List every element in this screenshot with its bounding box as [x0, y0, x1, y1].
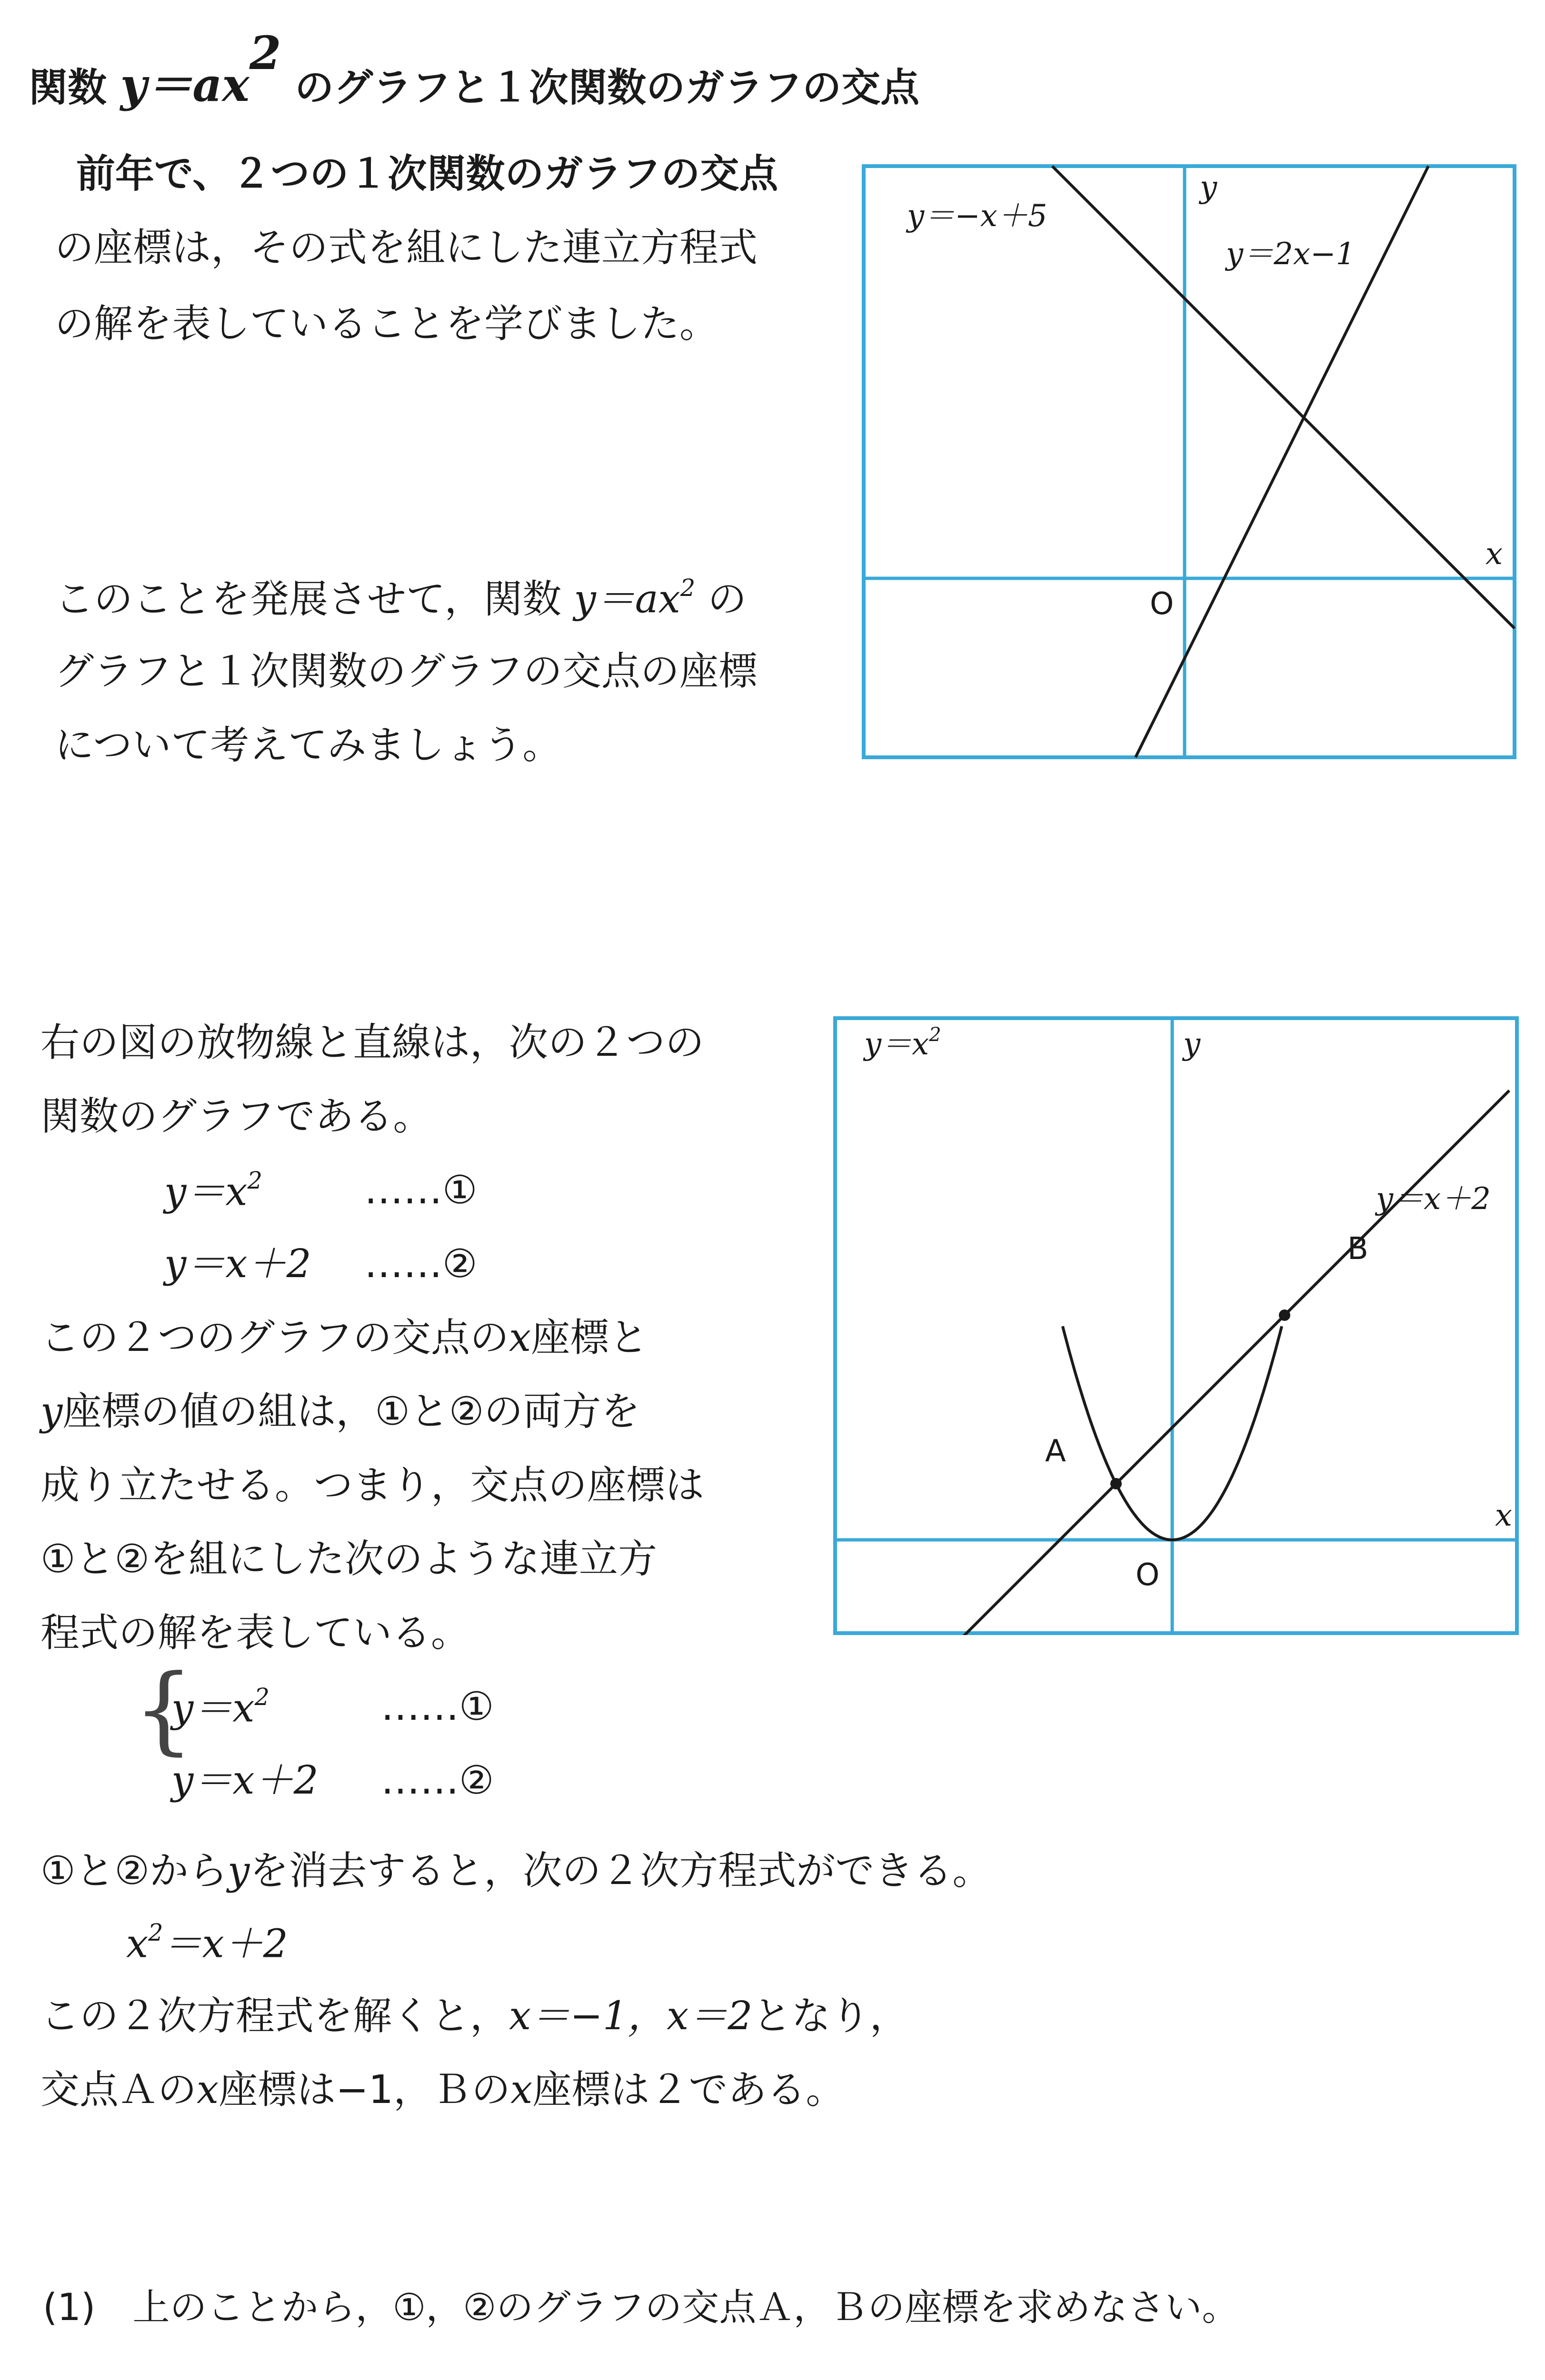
figure2-point-b-label: B — [1347, 1231, 1368, 1267]
s2-line-10x2: x — [510, 2067, 533, 2112]
s2-line-8a: ①と②から — [40, 1848, 228, 1894]
s2-line-9a: この２次方程式を解くと， — [40, 1993, 509, 2039]
s2-eq-1-tag: ……① — [364, 1168, 478, 1213]
s2-line-2: 関数のグラフである。 — [40, 1094, 432, 1139]
intro-line-4-math: y＝ax — [574, 576, 680, 622]
figure2-y-label: y — [1183, 1027, 1201, 1062]
s2-line-5: 成り立たせる。つまり，交点の座標は — [40, 1463, 705, 1508]
figure2-x-label: x — [1495, 1498, 1513, 1533]
s2-quad-x: x — [126, 1921, 149, 1967]
s2-line-10x: x — [197, 2067, 219, 2112]
s2-sys-2 — [171, 1756, 494, 1805]
s2-line-4-text: 座標の値の組は，①と②の両方を — [62, 1389, 640, 1434]
figure2-point-a-label: A — [1045, 1434, 1066, 1469]
figure2-parabola-label: $y=x^2$ — [864, 1024, 941, 1062]
s2-line-10 — [40, 2066, 845, 2115]
figure1-origin-label: O — [1150, 586, 1174, 622]
s2-eq-1 — [164, 1166, 478, 1217]
line-y-x-plus-2 — [931, 1091, 1509, 1635]
title-prefix: 関数 — [29, 65, 107, 111]
figure1-x-label: x — [1485, 536, 1503, 572]
intro-line-4b: の — [708, 576, 747, 622]
s2-line-10b: 座標は−1，Ｂの — [219, 2067, 511, 2112]
s2-line-9b: となり， — [752, 1993, 909, 2039]
s2-quadratic — [126, 1918, 288, 1969]
figure-linear-intersection — [862, 164, 1516, 759]
intro-line-1: 前年で、２つの１次関数のガラフの交点 — [76, 151, 778, 197]
s2-line-6: ①と②を組にした次のような連立方 — [40, 1537, 658, 1582]
s2-eq-1-exp: 2 — [247, 1167, 262, 1194]
intro-line-6: について考えてみましょう。 — [55, 723, 562, 768]
title-exponent: 2 — [249, 26, 281, 80]
s2-line-7: 程式の解を表している。 — [40, 1610, 470, 1656]
s2-line-9 — [40, 1992, 909, 2041]
page-title — [29, 26, 919, 114]
s2-quad-rest: ＝x＋2 — [163, 1921, 288, 1967]
s2-eq-1-math: y＝x — [164, 1169, 248, 1215]
intro-line-4a: このことを発展させて，関数 — [55, 576, 562, 622]
s2-eq-2 — [164, 1240, 478, 1289]
figure1-line1-label: y＝−x＋5 — [907, 198, 1047, 234]
s2-line-8b: を消去すると，次の２次方程式ができる。 — [249, 1848, 992, 1894]
title-math: y＝ax — [120, 58, 249, 112]
s2-eq-2-math: y＝x＋2 — [164, 1241, 311, 1287]
s2-line-3b: 座標と — [531, 1315, 648, 1360]
intersection-point-b — [1279, 1309, 1290, 1321]
s2-line-10a: 交点Ａの — [40, 2067, 197, 2112]
figure-parabola-line — [833, 1016, 1519, 1635]
s2-line-4 — [40, 1388, 640, 1437]
s2-line-3a: この２つのグラフの交点の — [40, 1315, 509, 1360]
line-y-neg-x-plus-5 — [1052, 166, 1515, 628]
intro-line-3: の解を表していることを学びました。 — [55, 301, 719, 347]
s2-line-3x: x — [509, 1315, 531, 1360]
s2-line-9-solution: x＝−1，x＝2 — [509, 1993, 753, 2039]
figure2-origin-label: O — [1136, 1557, 1160, 1593]
intersection-point-a — [1110, 1478, 1122, 1489]
intro-line-4-exp: 2 — [680, 574, 696, 602]
question-1: (1) 上のことから，①，②のグラフの交点Ａ，Ｂの座標を求めなさい。 — [43, 2286, 1239, 2329]
figure1-line2-label: y＝2x−1 — [1226, 237, 1356, 272]
system-brace: { — [133, 1654, 194, 1765]
s2-sys-2-math: y＝x＋2 — [171, 1758, 319, 1803]
figure2-line-label: y＝x＋2 — [1376, 1181, 1491, 1217]
title-suffix: のグラフと１次関数のガラフの交点 — [295, 65, 920, 111]
intro-line-2: の座標は，その式を組にした連立方程式 — [55, 225, 758, 270]
s2-sys-1-tag: ……① — [381, 1684, 494, 1729]
intro-line-4 — [55, 574, 747, 624]
s2-sys-1 — [171, 1683, 494, 1733]
s2-line-3 — [40, 1314, 648, 1363]
s2-sys-1-exp: 2 — [254, 1683, 269, 1711]
s2-eq-2-tag: ……② — [364, 1241, 478, 1287]
s2-quad-exp: 2 — [148, 1919, 163, 1946]
figure1-frame — [864, 166, 1515, 757]
s2-line-8 — [40, 1847, 991, 1896]
s2-line-8y: y — [228, 1848, 250, 1894]
s2-sys-1-math: y＝x — [171, 1686, 255, 1731]
s2-line-4y: y — [40, 1389, 63, 1434]
s2-line-10c: 座標は２である。 — [532, 2067, 845, 2112]
figure1-y-label: y — [1200, 170, 1217, 205]
s2-sys-2-tag: ……② — [381, 1758, 494, 1803]
intro-line-5: グラフと１次関数のグラフの交点の座標 — [55, 649, 758, 694]
s2-line-1: 右の図の放物線と直線は，次の２つの — [40, 1020, 705, 1065]
